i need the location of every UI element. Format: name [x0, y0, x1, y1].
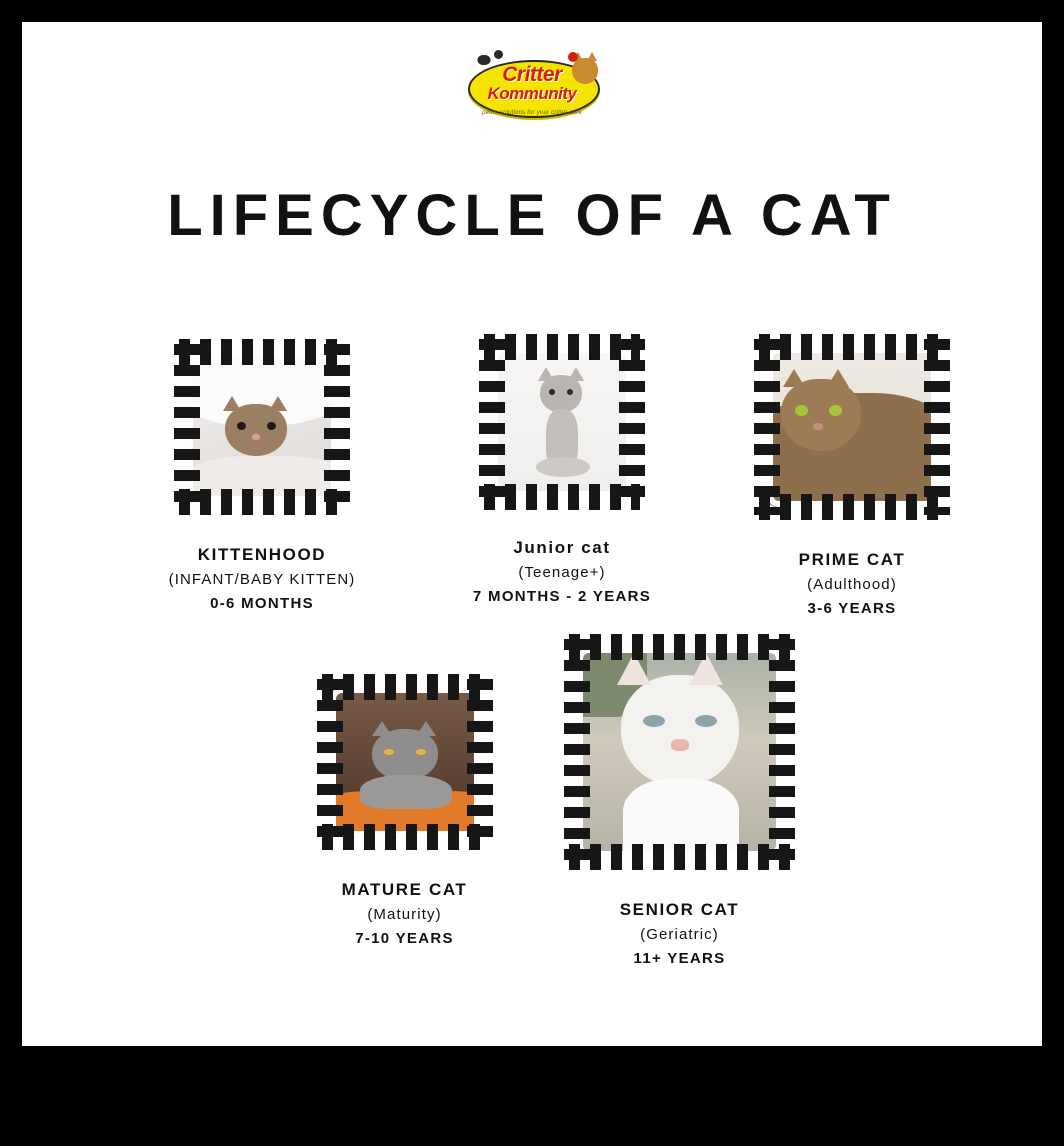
- stage-age: 7-10 YEARS: [355, 929, 454, 947]
- stage-name: PRIME CAT: [798, 550, 906, 569]
- frame-edge-right: [619, 339, 645, 505]
- stage-caption: [437, 535, 687, 608]
- frame-edge-left: [564, 639, 590, 865]
- lifecycle-diagram: [22, 22, 1042, 1046]
- stage-caption: [572, 897, 787, 970]
- stage-caption: [737, 547, 967, 620]
- stage-age: 7 MONTHS - 2 YEARS: [472, 587, 652, 605]
- page-title: LIFECYCLE OF A CAT: [167, 183, 897, 248]
- stage-photo-junior-cat: [492, 347, 632, 497]
- stage-photo-mature-cat: [330, 687, 480, 837]
- frame-edge-top: [322, 674, 488, 700]
- stage-subtitle: (Maturity): [367, 906, 442, 924]
- frame-edge-bottom: [569, 844, 790, 870]
- logo-tagline: petite solutions for your critter care: [482, 110, 582, 116]
- frame-edge-top: [569, 634, 790, 660]
- photo-frame: [492, 347, 632, 497]
- frame-edge-bottom: [322, 824, 488, 850]
- frame-edge-bottom: [759, 494, 945, 520]
- stage-name: Junior cat: [513, 538, 611, 557]
- frame-edge-top: [484, 334, 640, 360]
- frame-edge-left: [174, 344, 200, 510]
- frame-edge-right: [467, 679, 493, 845]
- stage-card-mature-cat: [297, 687, 512, 950]
- stage-name: MATURE CAT: [341, 880, 468, 899]
- frame-edge-right: [324, 344, 350, 510]
- stage-photo-prime-cat: [767, 347, 937, 507]
- stage-card-prime-cat: [737, 347, 967, 620]
- logo-line-2: Kommunity: [487, 84, 577, 104]
- stage-subtitle: (INFANT/BABY KITTEN): [168, 571, 356, 589]
- stage-photo-senior-cat: [577, 647, 782, 857]
- frame-edge-top: [179, 339, 345, 365]
- poster-canvas: [22, 22, 1042, 1046]
- photo-frame: [767, 347, 937, 507]
- stage-photo-kittenhood: [187, 352, 337, 502]
- frame-edge-bottom: [179, 489, 345, 515]
- logo-line-1: Critter: [502, 63, 562, 86]
- stage-caption: [297, 877, 512, 950]
- stage-subtitle: (Geriatric): [640, 926, 719, 944]
- stage-subtitle: (Adulthood): [807, 576, 897, 594]
- frame-edge-left: [754, 339, 780, 515]
- frame-edge-left: [317, 679, 343, 845]
- frame-edge-right: [769, 639, 795, 865]
- stage-name: KITTENHOOD: [197, 545, 327, 564]
- frame-edge-bottom: [484, 484, 640, 510]
- stage-caption: [152, 542, 372, 615]
- stage-age: 3-6 YEARS: [807, 599, 897, 617]
- photo-frame: [577, 647, 782, 857]
- frame-edge-left: [479, 339, 505, 505]
- frame-edge-right: [924, 339, 950, 515]
- photo-frame: [187, 352, 337, 502]
- frame-edge-top: [759, 334, 945, 360]
- stage-age: 0-6 MONTHS: [210, 594, 314, 612]
- stage-card-kittenhood: [152, 352, 372, 615]
- stage-age: 11+ YEARS: [633, 949, 726, 967]
- stage-card-junior-cat: [437, 347, 687, 608]
- stage-card-senior-cat: [572, 647, 787, 970]
- stage-subtitle: (Teenage+): [518, 564, 606, 582]
- stage-name: SENIOR CAT: [619, 900, 740, 919]
- photo-frame: [330, 687, 480, 837]
